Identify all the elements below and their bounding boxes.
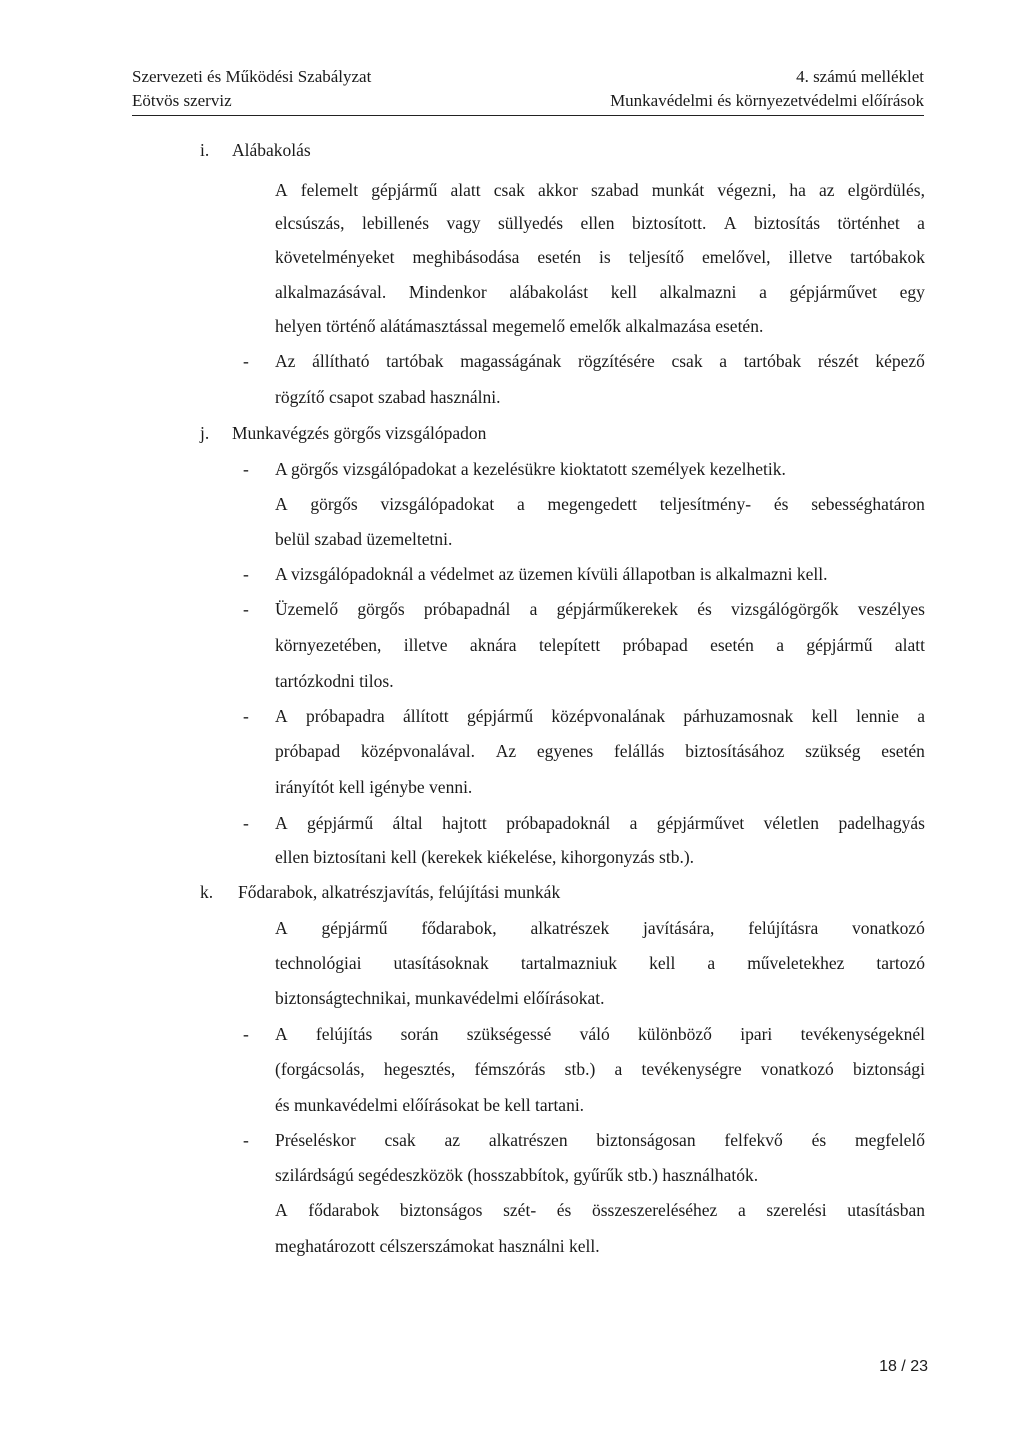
section-k-para-line-2: technológiai utasításoknak tartalmazniuk kell a műveletekhez tartozó [275, 953, 925, 973]
section-i-title: Alábakolás [232, 140, 311, 160]
section-k-para-line-3: biztonságtechnikai, munkavédelmi előírásokat. [275, 988, 605, 1008]
header-annex-title: Munkavédelmi és környezetvédelmi előírások [610, 91, 924, 110]
section-k-b1-line-2: (forgácsolás, hegesztés, fémszórás stb.) a tevékenységre vonatkozó biztonsági [275, 1059, 925, 1079]
bullet-dash: - [243, 1024, 249, 1044]
section-j-b2-line-1: A vizsgálópadoknál a védelmet az üzemen kívüli állapotban is alkalmazni kell. [275, 564, 828, 584]
section-i-para-line-1: A felemelt gépjármű alatt csak akkor szabad munkát végezni, ha az elgördülés, [275, 180, 925, 200]
bullet-dash: - [243, 459, 249, 479]
bullet-dash: - [243, 564, 249, 584]
section-k-b1-line-3: és munkavédelmi előírásokat be kell tartani. [275, 1095, 585, 1115]
bullet-dash: - [243, 351, 249, 371]
section-j-b3-line-3: tartózkodni tilos. [275, 671, 394, 691]
section-i-para-line-3: követelményeket meghibásodása esetén is teljesítő emelővel, illetve tartóbakok [275, 247, 925, 267]
section-i-marker: i. [200, 140, 210, 160]
section-i-para-line-5: helyen történő alátámasztással megemelő emelők alkalmazása esetén. [275, 316, 764, 336]
section-i-bullet-line-1: Az állítható tartóbak magasságának rögzítésére csak a tartóbak részét képező [275, 351, 925, 371]
section-j-b4-line-3: irányítót kell igénybe venni. [275, 777, 473, 797]
section-i-para-line-2: elcsúszás, lebillenés vagy süllyedés ellen biztosított. A biztosítás történhet a [275, 213, 925, 233]
section-j-b3-line-2: környezetében, illetve aknára telepített próbapad esetén a gépjármű alatt [275, 635, 925, 655]
section-i-bullet-line-2: rögzítő csapot szabad használni. [275, 387, 501, 407]
section-k-b2-line-2: szilárdságú segédeszközök (hosszabbítok, gyűrűk stb.) használhatók. [275, 1165, 759, 1185]
header-annex-number: 4. számú melléklet [796, 67, 924, 86]
section-k-b1-line-1: A felújítás során szükségessé váló különböző ipari tevékenységeknél [275, 1024, 925, 1044]
section-j-b4-line-2: próbapad középvonalával. Az egyenes felállás biztosításához szükség esetén [275, 741, 925, 761]
bullet-dash: - [243, 813, 249, 833]
page-number: 18 / 23 [879, 1358, 928, 1375]
section-j-b4-line-1: A próbapadra állított gépjármű középvonalának párhuzamosnak kell lennie a [275, 706, 925, 726]
section-k-title: Fődarabok, alkatrészjavítás, felújítási munkák [238, 882, 561, 902]
section-j-title: Munkavégzés görgős vizsgálópadon [232, 423, 487, 443]
section-k-b2-line-4: meghatározott célszerszámokat használni kell. [275, 1236, 600, 1256]
section-j-b1-line-3: belül szabad üzemeltetni. [275, 529, 453, 549]
header-document-title: Szervezeti és Működési Szabályzat [132, 67, 372, 86]
bullet-dash: - [243, 599, 249, 619]
bullet-dash: - [243, 706, 249, 726]
header-rule [132, 115, 924, 116]
section-k-para-line-1: A gépjármű fődarabok, alkatrészek javítására, felújításra vonatkozó [275, 918, 925, 938]
section-j-marker: j. [200, 423, 210, 443]
section-j-b1-line-2: A görgős vizsgálópadokat a megengedett teljesítmény- és sebességhatáron [275, 494, 925, 514]
header-organization: Eötvös szerviz [132, 91, 232, 110]
section-k-b2-line-3: A fődarabok biztonságos szét- és összeszereléséhez a szerelési utasításban [275, 1200, 925, 1220]
section-i-para-line-4: alkalmazásával. Mindenkor alábakolást kell alkalmazni a gépjárművet egy [275, 282, 925, 302]
bullet-dash: - [243, 1130, 249, 1150]
section-k-b2-line-1: Préseléskor csak az alkatrészen biztonságosan felfekvő és megfelelő [275, 1130, 925, 1150]
section-j-b5-line-1: A gépjármű által hajtott próbapadoknál a gépjárművet véletlen padelhagyás [275, 813, 925, 833]
section-k-marker: k. [200, 882, 214, 902]
section-j-b1-line-1: A görgős vizsgálópadokat a kezelésükre kioktatott személyek kezelhetik. [275, 459, 786, 479]
section-j-b5-line-2: ellen biztosítani kell (kerekek kiékelése, kihorgonyzás stb.). [275, 847, 695, 867]
section-j-b3-line-1: Üzemelő görgős próbapadnál a gépjárműkerekek és vizsgálógörgők veszélyes [275, 599, 925, 619]
